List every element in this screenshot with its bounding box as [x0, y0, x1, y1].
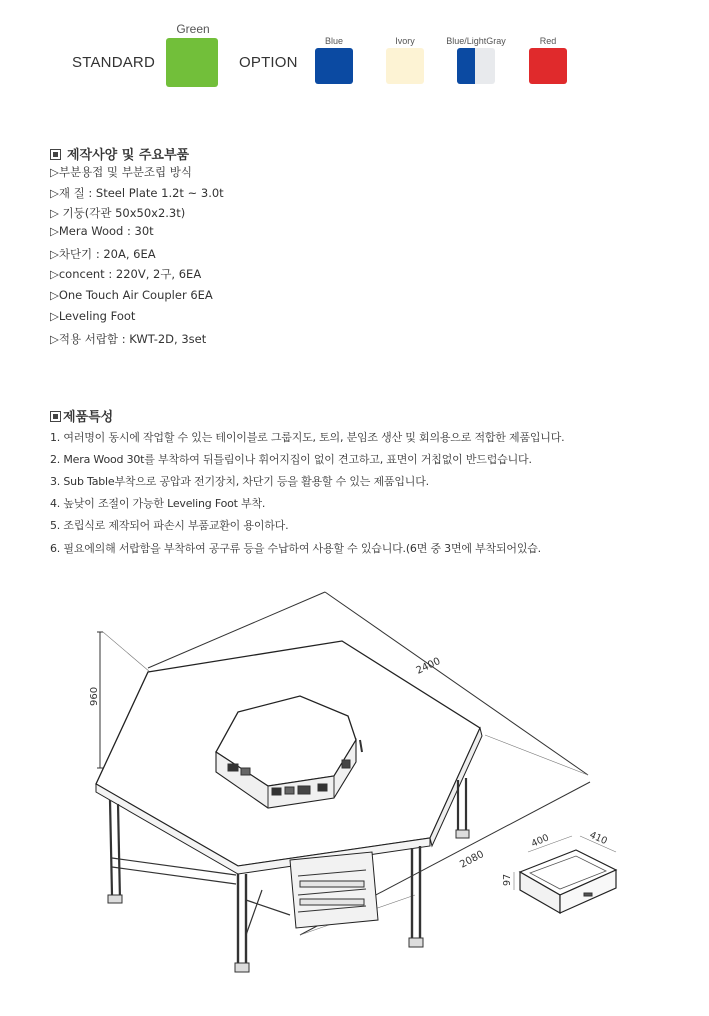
- dim-label-width: 2080: [458, 848, 486, 871]
- option-color-swatch-blue: [315, 48, 353, 84]
- standard-label: STANDARD: [72, 54, 155, 71]
- option-color-name: Blue: [324, 36, 343, 46]
- spec-item: ▷concent : 220V, 2구, 6EA: [50, 267, 202, 281]
- option-color-name: Red: [539, 36, 557, 46]
- dim-label-drawer-height: 97: [502, 873, 513, 886]
- spec-item: ▷One Touch Air Coupler 6EA: [50, 288, 213, 302]
- air-coupler-icon: [342, 760, 350, 768]
- section-bullet-icon: [50, 411, 61, 422]
- features-title: 제품특성: [50, 406, 113, 425]
- option-color-swatch-red: [529, 48, 567, 84]
- feature-item: 1. 여러명이 동시에 작업할 수 있는 테이이블로 그룹지도, 토의, 분임조 생산 및 회의용으로 적합한 제품입니다.: [50, 431, 565, 444]
- specs-title: 제작사양 및 주요부품: [50, 144, 189, 163]
- outlet-icon: [285, 787, 294, 794]
- dim-label-drawer-width: 400: [529, 832, 551, 850]
- feature-item: 4. 높낮이 조절이 가능한 Leveling Foot 부착.: [50, 497, 266, 510]
- spec-item: ▷적용 서랍함 : KWT-2D, 3set: [50, 332, 207, 346]
- outlet-icon: [241, 768, 250, 775]
- feature-item: 5. 조립식로 제작되어 파손시 부품교환이 용이하다.: [50, 519, 289, 532]
- spec-item: ▷Mera Wood : 30t: [50, 224, 154, 238]
- spec-item: ▷차단기 : 20A, 6EA: [50, 247, 156, 261]
- breaker-icon: [228, 764, 238, 771]
- section-bullet-icon: [50, 149, 61, 160]
- standard-color-swatch: [166, 38, 218, 87]
- option-label: OPTION: [239, 54, 298, 71]
- feature-item: 3. Sub Table부착으로 공압과 전기장치, 차단기 등을 활용할 수 있는 제품입니다.: [50, 475, 429, 488]
- breaker-icon: [318, 784, 327, 791]
- option-color-name: Blue/LightGray: [446, 36, 506, 46]
- spec-item: ▷Leveling Foot: [50, 309, 136, 323]
- option-color-swatch-ivory: [386, 48, 424, 84]
- standard-color-name: Green: [176, 22, 210, 36]
- spec-item: ▷재 질 : Steel Plate 1.2t ~ 3.0t: [50, 186, 224, 200]
- option-color-name: Ivory: [395, 36, 415, 46]
- feature-item: 6. 필요에의해 서랍함을 부착하여 공구류 등을 수납하여 사용할 수 있습니다.(6면 중 3면에 부착되어있습.: [50, 542, 541, 555]
- option-color-swatch-blue-lightgray: [457, 48, 495, 84]
- dim-label-length: 2400: [414, 655, 443, 677]
- drawer-cabinet: [290, 852, 378, 928]
- outlet-icon: [298, 786, 310, 794]
- dim-label-height: 960: [89, 686, 100, 706]
- spec-item: ▷ 기둥(각관 50x50x2.3t): [50, 206, 186, 220]
- breaker-icon: [272, 788, 281, 795]
- table-technical-drawing: [0, 580, 709, 1016]
- spec-item: ▷부분용접 및 부분조립 방식: [50, 165, 193, 179]
- feature-item: 2. Mera Wood 30t를 부착하여 뒤틀림이나 휘어지집이 없이 견고하고, 표면이 거칩없이 반드럽습니다.: [50, 453, 532, 466]
- dim-label-drawer-depth: 410: [587, 829, 609, 848]
